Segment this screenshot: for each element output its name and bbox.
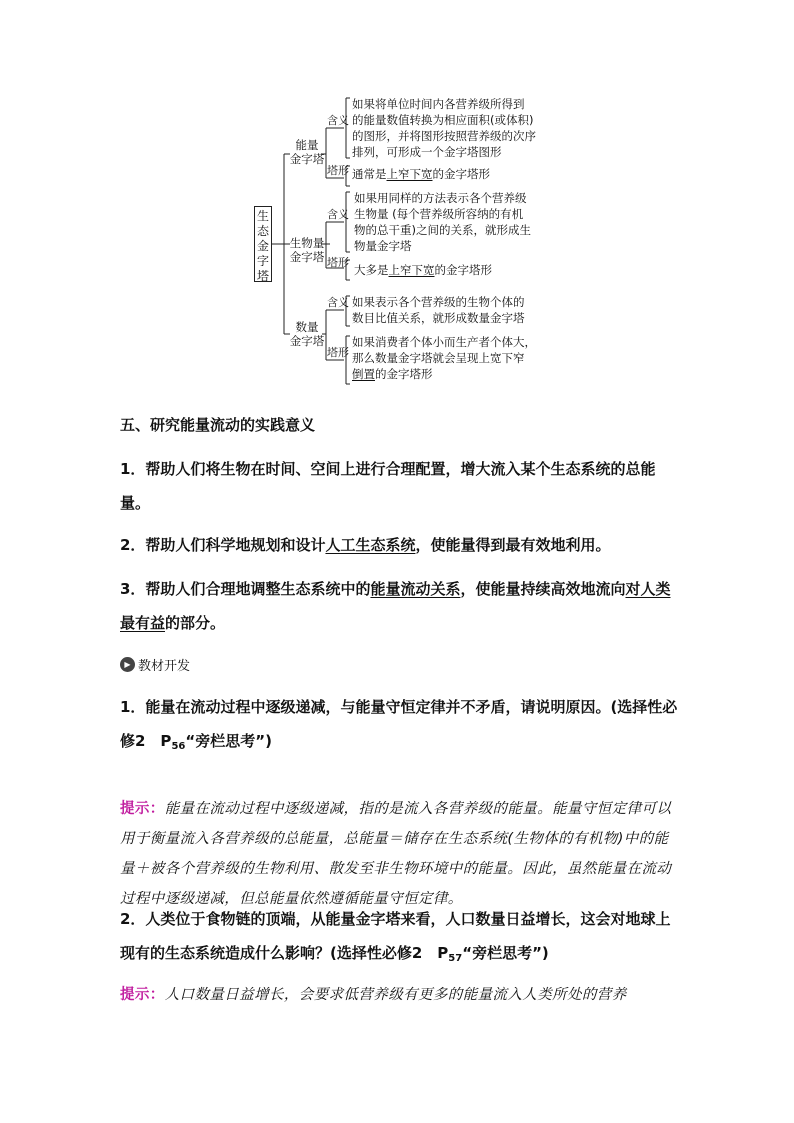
section5-point-2 [120, 528, 680, 562]
q1-page: 56 [171, 741, 186, 752]
tip-label: 提示： [120, 987, 165, 1003]
q2-end: “旁栏思考”) [462, 944, 549, 962]
biomass-shape-post: 的金字塔形 [434, 263, 492, 277]
p2-post: ，使能量得到最有效地利用。 [415, 536, 611, 554]
energy-meaning-text [352, 96, 536, 160]
energy-shape-key: 上窄下宽 [386, 167, 433, 181]
biomass-shape-pre: 大多是 [354, 263, 389, 277]
biomass-shape-text [354, 262, 492, 278]
biomass-meaning-line: 物量金字塔 [354, 239, 412, 253]
energy-meaning-label: 含义 [327, 114, 349, 127]
energy-meaning-line: 的能量数值转换为相应面积(或体积) [352, 113, 534, 127]
question-1 [120, 690, 680, 764]
energy-shape-text [352, 166, 490, 182]
number-meaning-label: 含义 [327, 296, 349, 309]
branch-biomass-line1: 生物量 [289, 236, 325, 250]
p2-pre: 2．帮助人们科学地规划和设计 [120, 536, 326, 554]
p3-pre: 3．帮助人们合理地调整生态系统中的 [120, 580, 371, 598]
number-shape-line: 那么数量金字塔就会呈现上宽下窄 [352, 351, 525, 365]
q2-page: 57 [448, 953, 463, 964]
number-shape-text [352, 334, 536, 382]
biomass-shape-key: 上窄下宽 [388, 263, 435, 277]
branch-number-line2: 金字塔 [289, 334, 325, 348]
biomass-shape-label: 塔形 [327, 256, 349, 269]
energy-meaning-line: 如果将单位时间内各营养级所得到 [352, 97, 525, 111]
p3-key2: 对人类最有益 [120, 580, 671, 632]
number-shape-key: 倒置 [352, 367, 375, 381]
p3-key1: 能量流动关系 [370, 580, 461, 598]
section5-point-1: 1．帮助人们将生物在时间、空间上进行合理配置，增大流入某个生态系统的总能量。 [120, 460, 656, 512]
section5-point-3 [120, 572, 680, 640]
a2-text: 人口数量日益增长，会要求低营养级有更多的能量流入人类所处的营养 [164, 987, 627, 1003]
number-shape-line: 如果消费者个体小而生产者个体大， [352, 335, 536, 349]
branch-number-line1: 数量 [295, 320, 319, 334]
energy-meaning-line: 的图形，并将图形按照营养级的次序 [352, 129, 536, 143]
answer-1 [120, 794, 680, 914]
biomass-meaning-label: 含义 [327, 208, 349, 221]
q1-end: “旁栏思考”) [185, 732, 272, 750]
number-shape-label: 塔形 [327, 346, 349, 359]
textbook-badge-label: 教材开发 [138, 659, 191, 674]
p3-mid: ，使能量持续高效地流向 [460, 580, 626, 598]
number-meaning-text [352, 294, 525, 326]
diagram-root-box [254, 206, 272, 282]
energy-shape-post: 的金字塔形 [432, 167, 490, 181]
energy-meaning-line: 排列，可形成一个金字塔图形 [352, 145, 502, 159]
branch-energy [288, 138, 326, 166]
branch-number [288, 320, 326, 348]
diagram-root-label: 生态金字塔 [257, 209, 270, 283]
branch-biomass-line2: 金字塔 [289, 250, 325, 264]
question-2 [120, 902, 680, 976]
p3-post: 的部分。 [165, 614, 226, 632]
branch-energy-line2: 金字塔 [289, 152, 325, 166]
number-shape-post: 的金字塔形 [375, 367, 433, 381]
q2-text: 2．人类位于食物链的顶端，从能量金字塔来看，人口数量日益增长，这会对地球上现有的生态系统造成什么影响？(选择性必修2 P [120, 910, 671, 962]
play-badge-icon: ▶ [120, 657, 135, 672]
answer-2 [120, 980, 680, 1010]
energy-shape-pre: 通常是 [352, 167, 387, 181]
biomass-meaning-line: 如果用同样的方法表示各个营养级 [354, 191, 527, 205]
section5-heading: 五、研究能量流动的实践意义 [120, 416, 316, 434]
number-meaning-line: 如果表示各个营养级的生物个体的 [352, 295, 525, 309]
q1-text: 1．能量在流动过程中逐级递减，与能量守恒定律并不矛盾，请说明原因。(选择性必修2 P [120, 698, 678, 750]
branch-energy-line1: 能量 [295, 138, 319, 152]
biomass-meaning-text [354, 190, 531, 254]
biomass-meaning-line: 生物量 (每个营养级所容纳的有机 [354, 207, 524, 221]
textbook-section-badge [120, 655, 190, 674]
energy-shape-label: 塔形 [327, 164, 349, 177]
a1-text: 能量在流动过程中逐级递减，指的是流入各营养级的能量。能量守恒定律可以用于衡量流入各营养级的总能量，总能量＝储存在生态系统(生物体的有机物)中的能量＋被各个营养级的生物利用、散发至非生物环境中的能量。因此，虽然能量在流动过程中逐级递减，但总能量依然遵循能量守恒定律。 [120, 801, 672, 907]
number-meaning-line: 数目比值关系，就形成数量金字塔 [352, 311, 525, 325]
branch-biomass [286, 236, 328, 264]
tip-label: 提示： [120, 801, 165, 817]
p2-key: 人工生态系统 [325, 536, 416, 554]
biomass-meaning-line: 物的总干重)之间的关系，就形成生 [354, 223, 531, 237]
